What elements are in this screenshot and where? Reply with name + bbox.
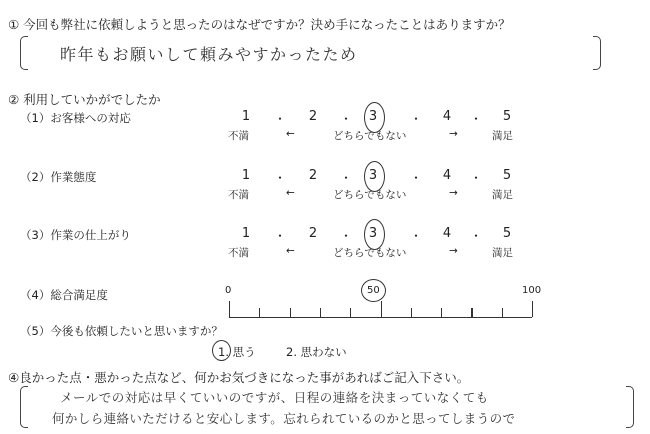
overall-bar-tick bbox=[502, 308, 503, 317]
scale-3-point-5: 5 bbox=[502, 226, 512, 241]
overall-bar-line bbox=[229, 317, 532, 318]
scale-2-point-3: 3 bbox=[368, 168, 378, 183]
scale-1-point-5: 5 bbox=[502, 109, 512, 124]
scale-1-separator: ・ bbox=[274, 112, 287, 126]
answer-4-right-bracket bbox=[626, 386, 634, 428]
overall-bar-tick bbox=[229, 301, 230, 317]
again-option-2: 2. 思わない bbox=[286, 345, 347, 359]
item-label-2: （2）作業態度 bbox=[20, 170, 97, 184]
scale-2-point-5: 5 bbox=[502, 168, 512, 183]
scale-2-point-1: 1 bbox=[241, 168, 251, 183]
scale-3-label-right-arrow: → bbox=[449, 245, 458, 257]
scale-3-label-middle: どちらでもない bbox=[333, 247, 407, 259]
overall-value-circle bbox=[361, 279, 386, 302]
scale-2-label-left-arrow: ← bbox=[286, 187, 295, 199]
scale-3-point-2: 2 bbox=[308, 226, 318, 241]
scale-3-label-left: 不満 bbox=[228, 247, 249, 259]
answer-4-line-2: 何かしら連絡いただけると安心します。忘れられているのかと思ってしまうので bbox=[52, 411, 516, 426]
overall-min-label: 0 bbox=[225, 285, 232, 296]
scale-2-selected-circle bbox=[364, 161, 385, 192]
scale-3-point-3: 3 bbox=[368, 226, 378, 241]
question-4: ④良かった点・悪かった点など、何かお気づきになった事があればご記入下さい。 bbox=[8, 370, 470, 385]
scale-3-separator: ・ bbox=[274, 229, 287, 243]
scale-1-point-4: 4 bbox=[442, 109, 452, 124]
overall-bar-tick bbox=[290, 308, 291, 317]
scale-2-label-right: 満足 bbox=[492, 189, 513, 201]
scale-3-separator: ・ bbox=[340, 229, 353, 243]
scale-1-separator: ・ bbox=[410, 112, 423, 126]
scale-1-label-left: 不満 bbox=[228, 130, 249, 142]
scale-3-label-left-arrow: ← bbox=[286, 245, 295, 257]
overall-mid-label: 50 bbox=[367, 285, 380, 296]
scale-1-separator: ・ bbox=[470, 112, 483, 126]
answer-1-handwriting: 昨年もお願いして頼みやすかったため bbox=[60, 45, 358, 64]
scale-2-separator: ・ bbox=[274, 171, 287, 185]
scale-2-point-2: 2 bbox=[308, 168, 318, 183]
overall-bar-tick bbox=[471, 308, 472, 317]
again-label: （5）今後も依頼したいと思いますか？ bbox=[20, 324, 223, 338]
scale-3-point-1: 1 bbox=[241, 226, 251, 241]
answer-1-left-bracket bbox=[20, 36, 28, 70]
scale-3-point-4: 4 bbox=[442, 226, 452, 241]
scale-1-label-left-arrow: ← bbox=[286, 128, 295, 140]
overall-max-label: 100 bbox=[522, 285, 542, 296]
overall-bar-tick bbox=[441, 308, 442, 317]
overall-bar-tick bbox=[381, 301, 382, 317]
scale-2-label-middle: どちらでもない bbox=[333, 189, 407, 201]
overall-bar-tick bbox=[411, 308, 412, 317]
answer-4-left-bracket bbox=[20, 386, 28, 428]
scale-1-selected-circle bbox=[364, 102, 385, 133]
scale-2-separator: ・ bbox=[340, 171, 353, 185]
overall-bar-tick bbox=[320, 308, 321, 317]
scale-3-separator: ・ bbox=[410, 229, 423, 243]
overall-bar-tick bbox=[532, 301, 533, 317]
overall-bar-tick bbox=[350, 308, 351, 317]
answer-1-right-bracket bbox=[593, 36, 601, 70]
item-label-1: （1）お客様への対応 bbox=[20, 111, 131, 125]
again-selected-circle bbox=[212, 340, 231, 361]
scale-2-point-4: 4 bbox=[442, 168, 452, 183]
scale-3-separator: ・ bbox=[470, 229, 483, 243]
scale-1-point-2: 2 bbox=[308, 109, 318, 124]
question-2-title: ② 利用していかがでしたか bbox=[8, 92, 161, 107]
scale-1-label-right-arrow: → bbox=[449, 128, 458, 140]
scale-3-label-right: 満足 bbox=[492, 247, 513, 259]
scale-2-label-left: 不満 bbox=[228, 189, 249, 201]
again-option-1: 1. 思う bbox=[218, 345, 256, 359]
scale-1-point-3: 3 bbox=[368, 109, 378, 124]
scale-2-separator: ・ bbox=[410, 171, 423, 185]
item-label-3: （3）作業の仕上がり bbox=[20, 228, 131, 242]
answer-4-line-1: メールでの対応は早くていいのですが、日程の連絡を決まっていなくても bbox=[60, 390, 489, 405]
scale-1-label-right: 満足 bbox=[492, 130, 513, 142]
scale-1-label-middle: どちらでもない bbox=[333, 130, 407, 142]
overall-label: （4）総合満足度 bbox=[20, 288, 108, 302]
overall-bar-tick bbox=[259, 308, 260, 317]
scale-3-selected-circle bbox=[364, 219, 385, 250]
scale-2-separator: ・ bbox=[470, 171, 483, 185]
scale-2-label-right-arrow: → bbox=[449, 187, 458, 199]
question-1: ① 今回も弊社に依頼しようと思ったのはなぜですか？決め手になったことはありますか？ bbox=[8, 17, 511, 32]
scale-1-separator: ・ bbox=[340, 112, 353, 126]
scale-1-point-1: 1 bbox=[241, 109, 251, 124]
